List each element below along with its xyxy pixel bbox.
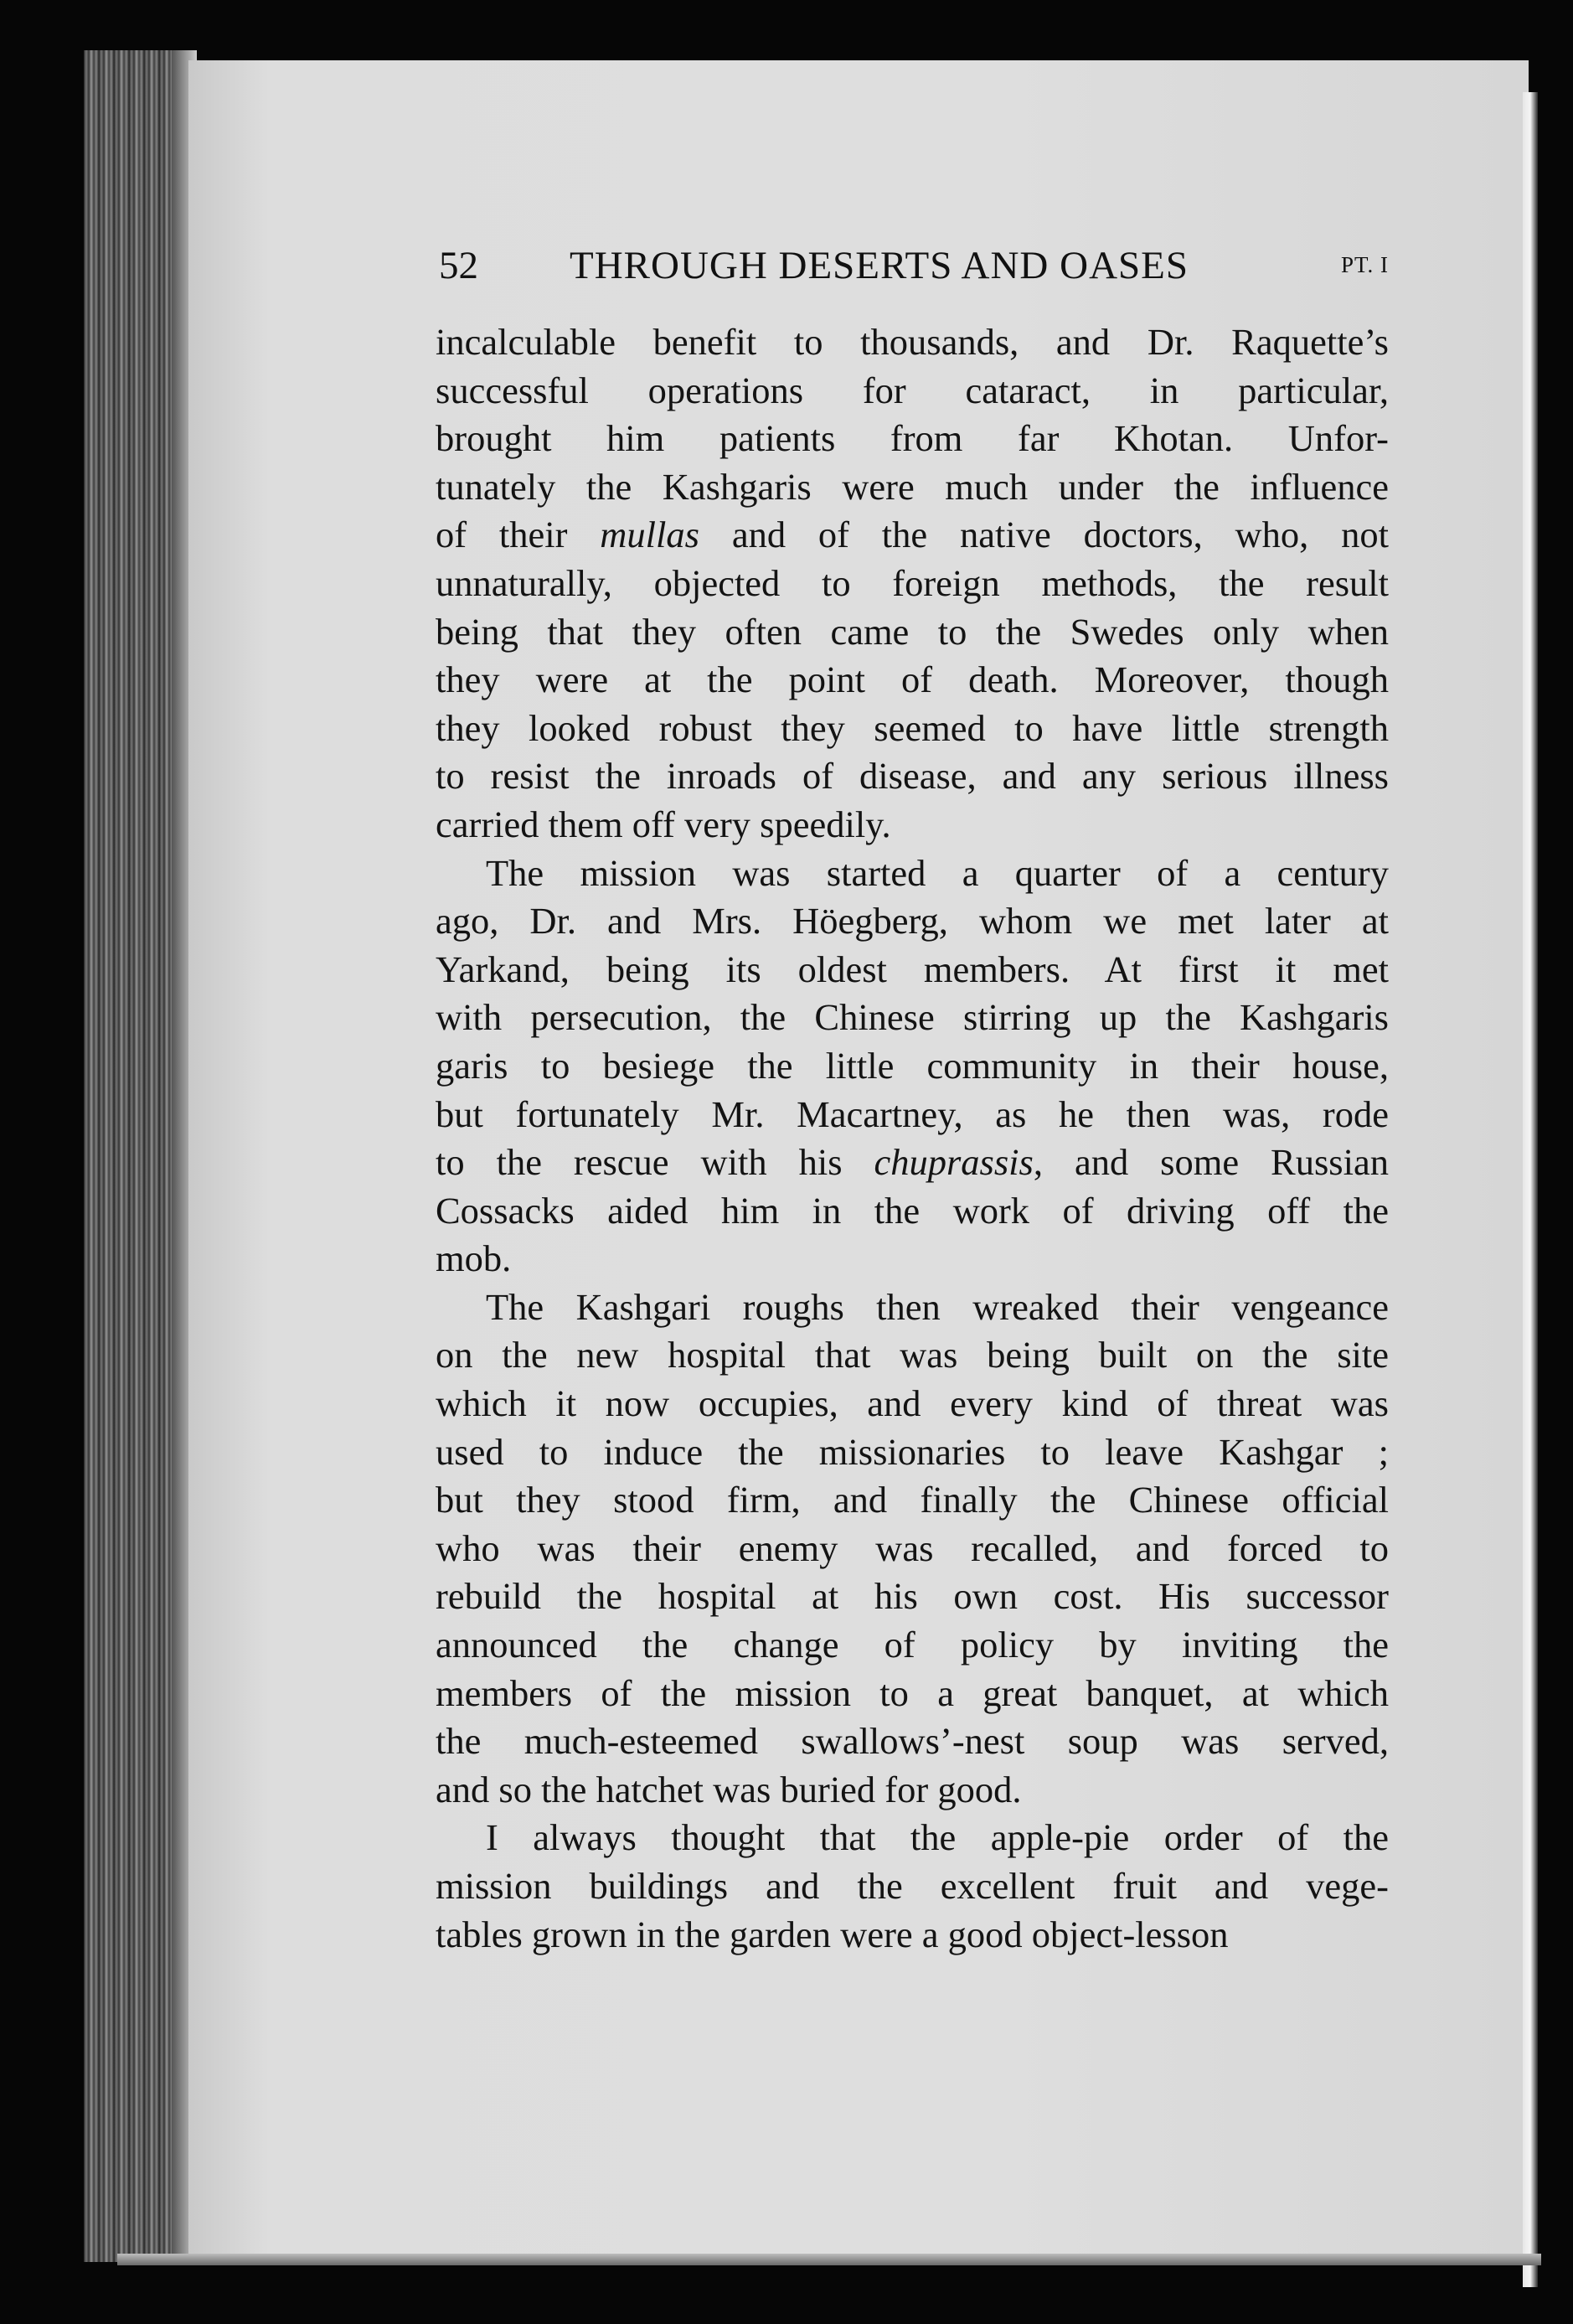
italic-term: mullas xyxy=(600,514,699,556)
text-line: on the new hospital that was being built on the site xyxy=(436,1334,1389,1376)
text-line: to resist the inroads of disease, and any serious illness xyxy=(436,755,1389,798)
body-text xyxy=(436,318,1389,1959)
text-line: brought him patients from far Khotan. Unfor- xyxy=(436,417,1389,460)
text-line xyxy=(436,511,1389,560)
text-line: incalculable benefit to thousands, and Dr. Raquette’s xyxy=(436,321,1389,363)
text-line: and so the hatchet was buried for good. xyxy=(436,1768,1022,1810)
text-segment: to the rescue with his xyxy=(436,1141,874,1184)
text-line: mission buildings and the excellent fruit and vege- xyxy=(436,1865,1389,1907)
page-bottom-edge xyxy=(117,2254,1541,2265)
page-number: 52 xyxy=(439,244,478,287)
text-line: Cossacks aided him in the work of driving off the xyxy=(436,1189,1389,1232)
text-line: tables grown in the garden were a good object-lesson xyxy=(436,1913,1229,1955)
text-line: with persecution, the Chinese stirring up the Kashgaris xyxy=(436,996,1389,1039)
text-line: ago, Dr. and Mrs. Höegberg, whom we met later at xyxy=(436,900,1389,943)
text-line: being that they often came to the Swedes only when xyxy=(436,610,1389,653)
text-line: who was their enemy was recalled, and forced to xyxy=(436,1526,1389,1569)
text-line: The mission was started a quarter of a century xyxy=(486,851,1389,894)
part-mark: PT. I xyxy=(1341,252,1389,277)
text-segment: of their xyxy=(436,514,601,556)
text-line: garis to besiege the little community in their house, xyxy=(436,1044,1389,1087)
page-right-edge xyxy=(1523,92,1538,2287)
paragraph xyxy=(436,318,1389,850)
text-line: successful operations for cataract, in particular, xyxy=(436,369,1389,411)
paragraph xyxy=(436,1814,1389,1959)
running-header xyxy=(439,236,1389,295)
text-line: Yarkand, being its oldest members. At first it met xyxy=(436,948,1389,990)
text-line: I always thought that the apple-pie order of the xyxy=(486,1816,1389,1859)
book-page-edges xyxy=(84,50,184,2262)
text-segment: , and some Russian xyxy=(1033,1141,1389,1184)
text-line: carried them off very speedily. xyxy=(436,803,891,845)
text-line xyxy=(436,1139,1389,1187)
text-line: rebuild the hospital at his own cost. His successor xyxy=(436,1575,1389,1618)
text-segment: and of the native doctors, who, not xyxy=(699,514,1389,556)
text-line: the much-esteemed swallows’-nest soup was served, xyxy=(436,1720,1389,1763)
text-line: The Kashgari roughs then wreaked their vengeance xyxy=(486,1285,1389,1328)
text-line: but they stood firm, and finally the Chinese official xyxy=(436,1479,1389,1521)
paragraph xyxy=(436,850,1389,1283)
text-line: but fortunately Mr. Macartney, as he then was, rode xyxy=(436,1092,1389,1135)
running-title: THROUGH DESERTS AND OASES xyxy=(570,244,1189,287)
text-line: which it now occupies, and every kind of threat was xyxy=(436,1382,1389,1425)
text-line: mob. xyxy=(436,1237,512,1280)
text-line: tunately the Kashgaris were much under the influence xyxy=(436,465,1389,508)
text-line: unnaturally, objected to foreign methods, the result xyxy=(436,561,1389,604)
italic-term: chuprassis xyxy=(874,1141,1034,1184)
paragraph xyxy=(436,1283,1389,1815)
text-line: used to induce the missionaries to leave Kashgar ; xyxy=(436,1430,1389,1473)
text-line: announced the change of policy by inviting the xyxy=(436,1624,1389,1666)
text-line: members of the mission to a great banquet, at which xyxy=(436,1671,1389,1714)
text-line: they were at the point of death. Moreover, though xyxy=(436,658,1389,701)
text-line: they looked robust they seemed to have little strength xyxy=(436,706,1389,749)
